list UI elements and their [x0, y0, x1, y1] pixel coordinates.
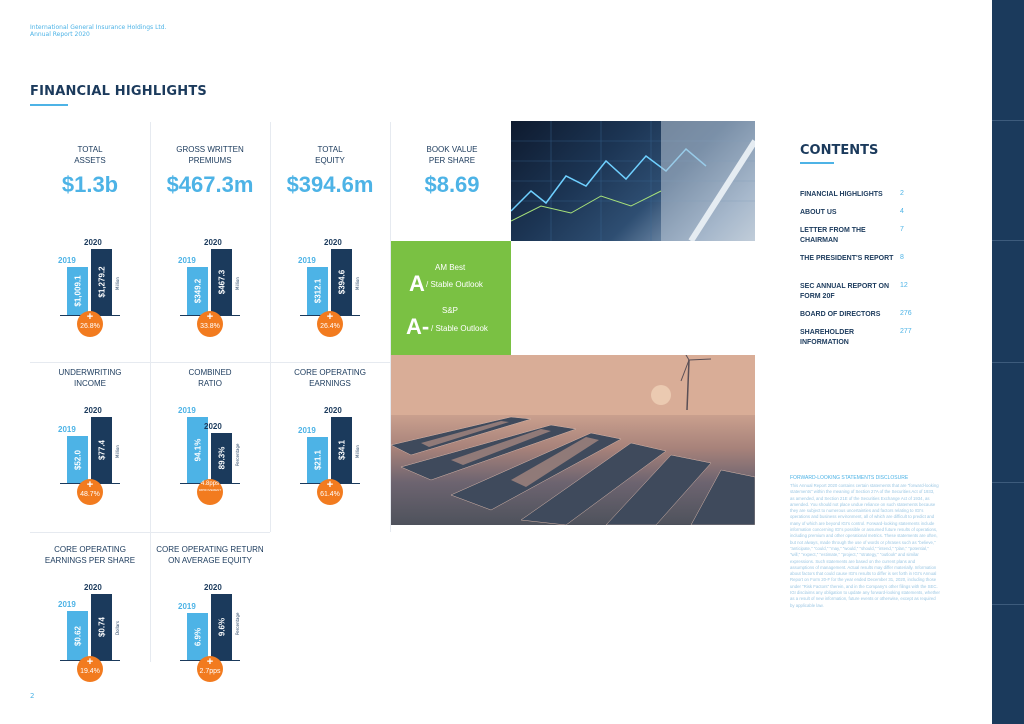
plus-icon: + [326, 479, 334, 491]
chart-title: COMBINED RATIO [188, 368, 232, 388]
year-label-2020: 2020 [324, 238, 342, 247]
sidebar-divider [992, 240, 1024, 241]
change-value: 19.4% [80, 668, 100, 675]
year-label-2020: 2020 [84, 583, 102, 592]
contents-underline [800, 162, 834, 164]
year-label-2020: 2020 [204, 422, 222, 431]
kpi-total-assets [30, 144, 150, 166]
year-label-2019: 2019 [298, 256, 316, 265]
bar-2020 [91, 594, 112, 660]
bar-2020 [211, 249, 232, 315]
bar-value-2020: 9.6% [217, 617, 226, 637]
year-label-2019: 2019 [298, 426, 316, 435]
year-label-2019: 2019 [178, 602, 196, 611]
change-value: 61.4% [320, 491, 340, 498]
title-underline [30, 104, 68, 106]
bar-value-2020: $77.4 [97, 439, 106, 461]
toc-item-financial-highlights[interactable]: FINANCIAL HIGHLIGHTS [800, 191, 883, 198]
toc-page-number: 7 [900, 226, 904, 233]
company-name: International General Insurance Holdings Ltd. [30, 24, 167, 31]
bar-2019 [67, 267, 88, 315]
bar-value-2019: $21.1 [313, 449, 322, 471]
chart-title: CORE OPERATING EARNINGS PER SHARE [44, 545, 136, 565]
unit-label: Percentage [235, 612, 240, 635]
kpi-label: GROSS WRITTEN PREMIUMS [176, 145, 244, 165]
change-badge [77, 479, 103, 505]
plus-icon: + [86, 656, 94, 668]
bar-value-2020: 89.3% [217, 446, 226, 470]
unit-label: Million [115, 277, 120, 290]
toc-item-presidents-report[interactable]: THE PRESIDENT'S REPORT [800, 255, 894, 262]
change-note: IMPROVEMENT [198, 488, 222, 492]
plus-icon: + [326, 311, 334, 323]
change-value: 2.7pps [199, 668, 221, 675]
unit-label: Percentage [235, 443, 240, 466]
bar-2020 [211, 594, 232, 660]
bar-2019 [307, 267, 328, 315]
unit-label: Million [355, 445, 360, 458]
year-label-2019: 2019 [178, 256, 196, 265]
bar-2019 [187, 613, 208, 660]
toc-page-number: 4 [900, 208, 904, 215]
stock-ticker-photo [511, 121, 755, 241]
kpi-gross-written-premiums [150, 144, 270, 166]
change-badge [197, 311, 223, 337]
sidebar-divider [992, 362, 1024, 363]
toc-item-about-us[interactable]: ABOUT US [800, 209, 837, 216]
chart-title: CORE OPERATING RETURN ON AVERAGE EQUITY [156, 545, 264, 565]
change-value: 26.4% [320, 323, 340, 330]
page-number: 2 [30, 692, 35, 700]
kpi-book-value [392, 144, 512, 166]
bar-value-2020: $34.1 [337, 439, 346, 461]
change-value: 4.8pps [200, 481, 219, 487]
page-title: FINANCIAL HIGHLIGHTS [30, 84, 207, 99]
kpi-total-equity [270, 144, 390, 166]
year-label-2020: 2020 [324, 406, 342, 415]
stock-ticker-graphic [511, 121, 755, 241]
grid-divider [150, 122, 151, 662]
contents-title: CONTENTS [800, 143, 879, 158]
bar-2020 [91, 417, 112, 483]
kpi-value: $1.3b [61, 172, 119, 197]
grid-divider [30, 532, 270, 533]
bar-value-2019: $312.1 [313, 278, 322, 304]
toc-item-sec-annual-report[interactable]: SEC ANNUAL REPORT ON FORM 20F [800, 283, 890, 300]
bar-value-2020: $1,279.2 [97, 266, 106, 298]
year-label-2019: 2019 [178, 406, 196, 415]
change-value: 26.8% [80, 323, 100, 330]
bar-value-2019: 94.1% [193, 438, 202, 462]
toc-page-number: 277 [900, 328, 912, 335]
kpi-value: $467.3m [166, 172, 254, 197]
plus-icon: + [206, 656, 214, 668]
solar-wind-photo [391, 355, 755, 525]
bar-value-2020: $467.3 [217, 269, 226, 295]
unit-label: Million [235, 277, 240, 290]
sidebar-divider [992, 604, 1024, 605]
report-name: Annual Report 2020 [30, 31, 90, 38]
kpi-value: $394.6m [286, 172, 374, 197]
toc-item-board-of-directors[interactable]: BOARD OF DIRECTORS [800, 311, 881, 318]
am-best-outlook: / Stable Outlook [426, 280, 483, 289]
change-value: 48.7% [80, 491, 100, 498]
year-label-2020: 2020 [84, 406, 102, 415]
change-badge [77, 656, 103, 682]
sidebar-divider [992, 120, 1024, 121]
chart-title: UNDERWRITING INCOME [58, 368, 122, 388]
unit-label: Dollars [115, 621, 120, 635]
toc-item-letter-from-chairman[interactable]: LETTER FROM THE CHAIRMAN [800, 227, 866, 244]
change-badge [77, 311, 103, 337]
year-label-2020: 2020 [84, 238, 102, 247]
toc-page-number: 8 [900, 254, 904, 261]
kpi-value: $8.69 [424, 172, 480, 197]
bar-2020 [211, 433, 232, 483]
plus-icon: + [86, 311, 94, 323]
bar-value-2020: $394.6 [337, 269, 346, 295]
sp-agency: S&P [442, 306, 459, 315]
am-best-rating: A [409, 271, 425, 296]
toc-page-number: 2 [900, 190, 904, 197]
toc-page-number: 12 [900, 282, 908, 289]
credit-ratings-box [391, 241, 511, 361]
change-badge [317, 311, 343, 337]
bar-2020 [91, 249, 112, 315]
bar-2019 [67, 436, 88, 483]
bar-2020 [331, 417, 352, 483]
bar-value-2019: 6.9% [193, 627, 202, 646]
sidebar-divider [992, 482, 1024, 483]
forward-looking-body: This Annual Report 2020 contains certain statements that are "forward-looking statements" within the meaning of Section 27A of the Securities Act of 1933, as amended, and Section 21E of the Securities Exchange Act of 1934, as amended. You should not place undue reliance on such statements because they are subject to numerous uncertainties and factors relating to IGI's operations and business environment, all of which are difficult to predict and many of which are beyond IGI's control. Forward-looking statements include information concerning IGI's possible or assumed future results of operations, including premium and other operational metrics. These statements are often, but not always, made through the use of words or phrases such as "believe," "anticipate," "could," "may," "would," "should," "intend," "plan," "potential," "will," "expect," "estimate," "project," "strategy," "outlook" and similar expressions. Such statements are based on the current plans and assumptions of management. Actual results may differ materially. Information about factors that could cause IGI's results to differ is set forth in IGI's Annual Report on Form 20-F for the year ended December 31, 2020, including those under "Risk Factors" therein, and in the Company's other filings with the SEC. IGI disclaims any obligation to update any forward-looking statements, whether as a result of new information, future events or otherwise, except as required by applicable law. [790, 483, 940, 608]
bar-2020 [331, 249, 352, 315]
unit-label: Million [115, 445, 120, 458]
plus-icon: + [86, 479, 94, 491]
bar-2019 [187, 267, 208, 315]
bar-value-2019: $349.2 [193, 278, 202, 304]
kpi-label: TOTAL EQUITY [315, 145, 345, 165]
sp-rating: A- [406, 314, 430, 339]
bar-2019 [307, 437, 328, 483]
forward-looking-title: FORWARD-LOOKING STATEMENTS DISCLOSURE [790, 475, 909, 481]
am-best-agency: AM Best [435, 263, 466, 272]
grid-divider [30, 362, 390, 363]
sp-outlook: / Stable Outlook [431, 324, 488, 333]
change-value: 33.8% [200, 323, 220, 330]
bar-value-2019: $1,009.1 [73, 275, 82, 307]
unit-label: Million [355, 277, 360, 290]
bar-value-2020: $0.74 [97, 616, 106, 638]
kpi-label: TOTAL ASSETS [74, 145, 106, 165]
bar-value-2019: $0.62 [73, 625, 82, 646]
change-badge [197, 656, 223, 682]
change-badge [317, 479, 343, 505]
bar-value-2019: $52.0 [73, 449, 82, 470]
solar-wind-graphic [391, 355, 755, 525]
year-label-2019: 2019 [58, 425, 76, 434]
bar-2019 [67, 611, 88, 660]
toc-page-number: 276 [900, 310, 912, 317]
chart-title: CORE OPERATING EARNINGS [294, 368, 366, 388]
change-badge [197, 479, 223, 505]
year-label-2019: 2019 [58, 600, 76, 609]
kpi-label: BOOK VALUE PER SHARE [426, 145, 478, 165]
year-label-2019: 2019 [58, 256, 76, 265]
toc-item-shareholder-information[interactable]: SHAREHOLDER INFORMATION [800, 329, 855, 346]
year-label-2020: 2020 [204, 583, 222, 592]
plus-icon: + [206, 311, 214, 323]
year-label-2020: 2020 [204, 238, 222, 247]
